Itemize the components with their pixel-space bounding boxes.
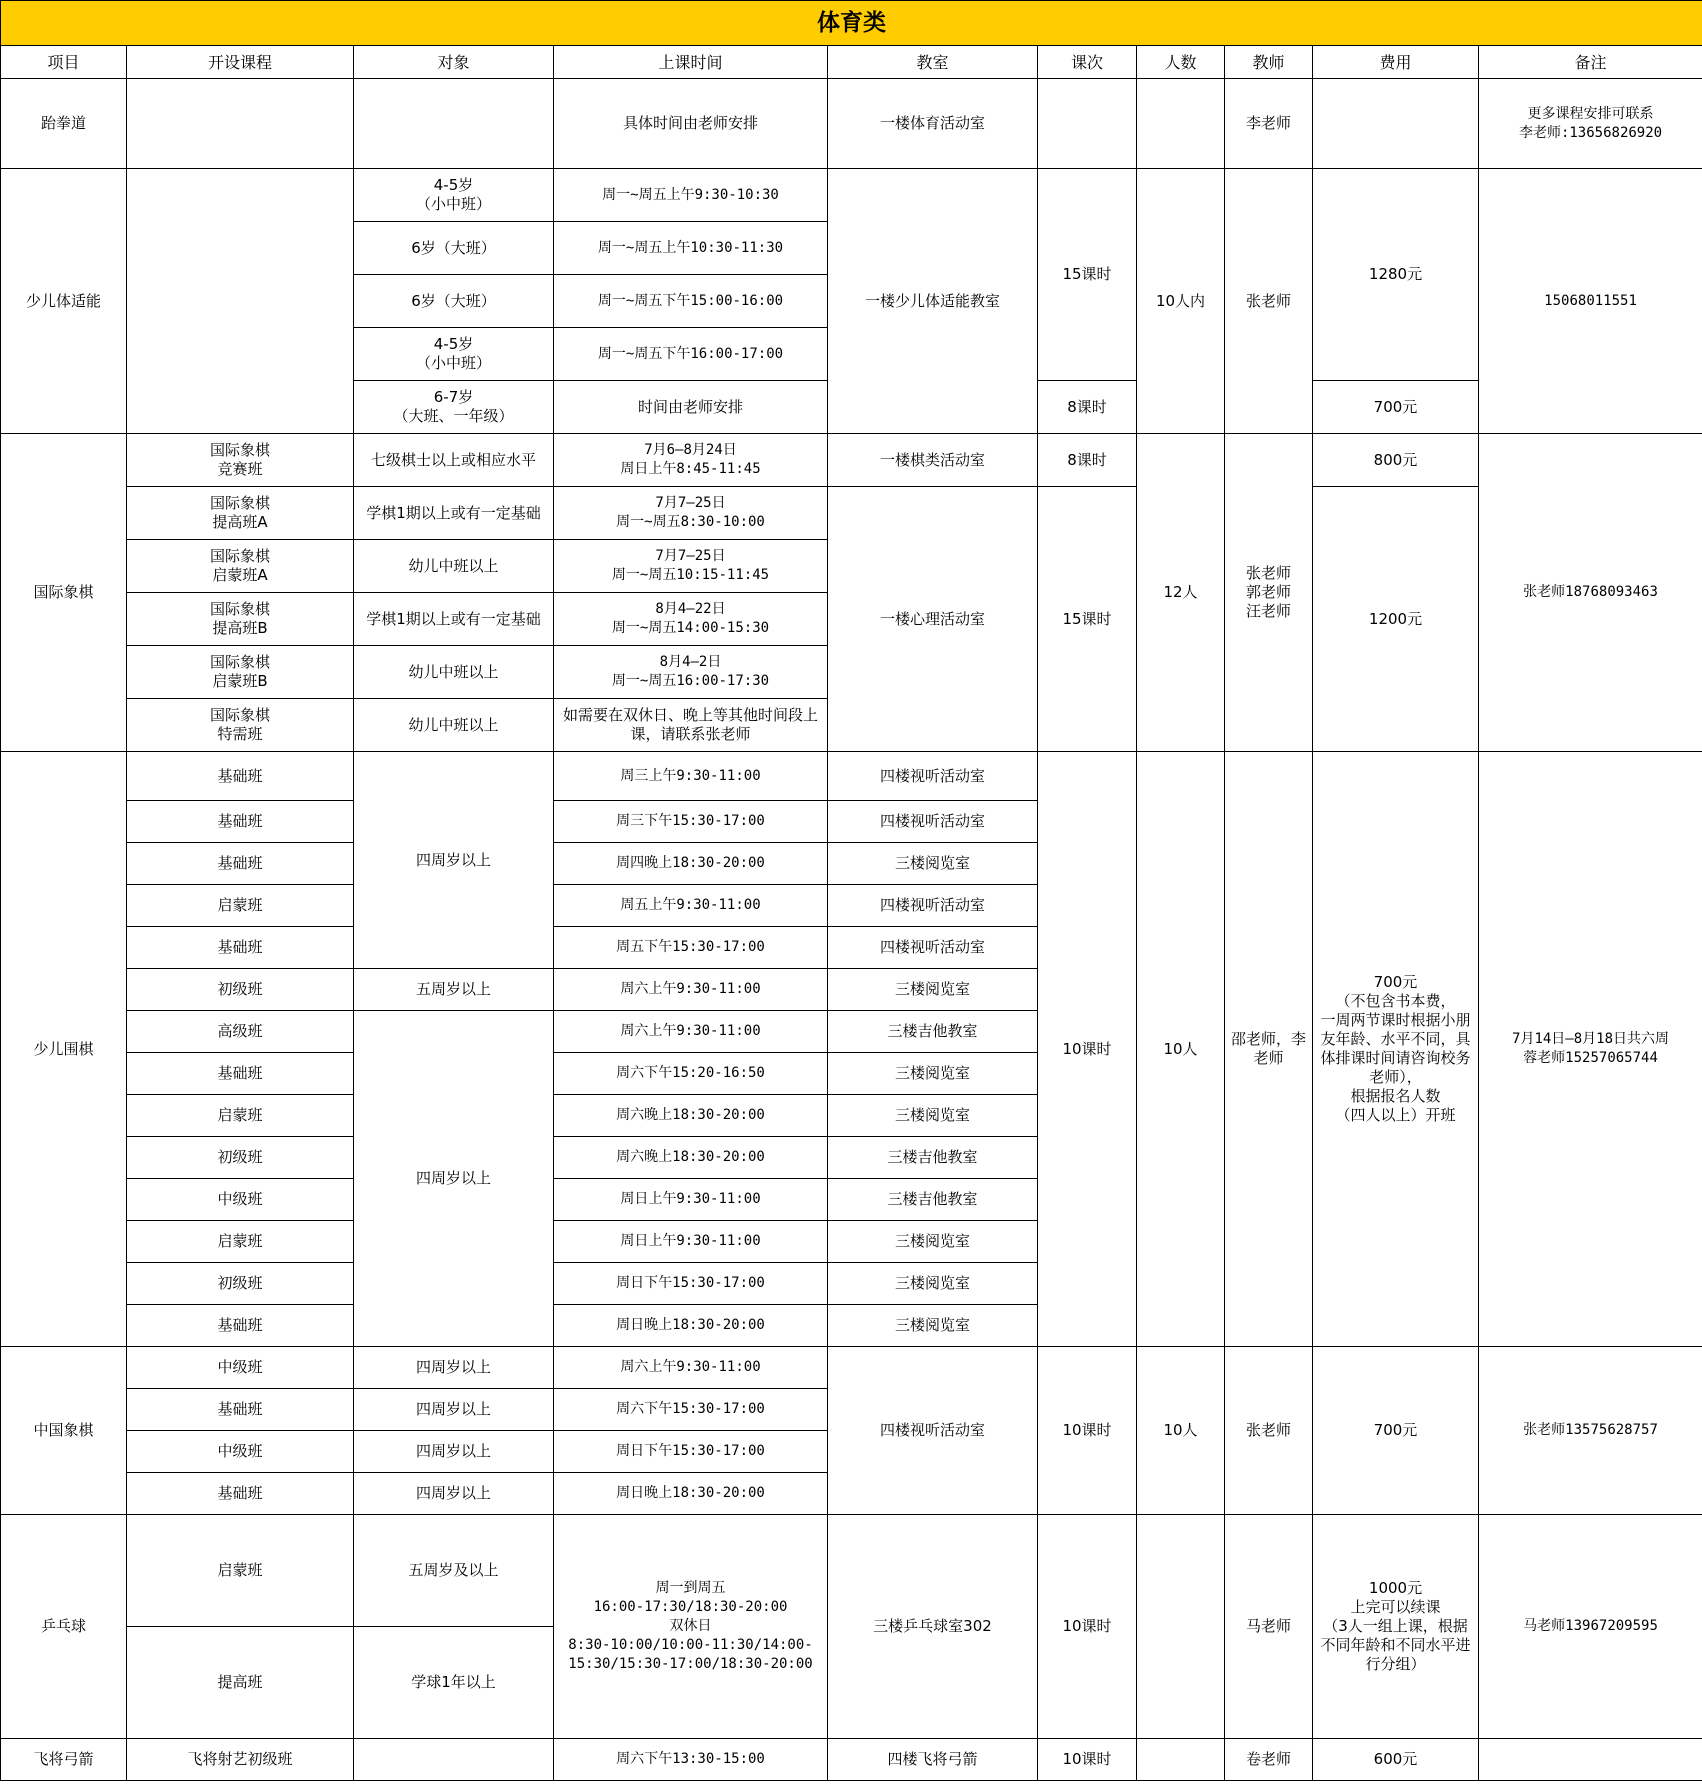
weiqi-room: 三楼阅览室 — [828, 1305, 1038, 1347]
archery-room: 四楼飞将弓箭 — [828, 1739, 1038, 1781]
pingpong-note: 马老师13967209595 — [1479, 1515, 1702, 1739]
chess-target: 幼儿中班以上 — [354, 646, 554, 699]
pingpong-teacher: 马老师 — [1225, 1515, 1313, 1739]
archery-course: 飞将射艺初级班 — [127, 1739, 354, 1781]
archery-project: 飞将弓箭 — [1, 1739, 127, 1781]
weiqi-course: 启蒙班 — [127, 1221, 354, 1263]
chess-course: 国际象棋 提高班A — [127, 487, 354, 540]
weiqi-time: 周六下午15:20-16:50 — [554, 1053, 828, 1095]
header-sessions: 课次 — [1038, 46, 1137, 79]
xiangqi-size: 10人 — [1137, 1347, 1225, 1515]
chess-target: 幼儿中班以上 — [354, 699, 554, 752]
header-target: 对象 — [354, 46, 554, 79]
weiqi-room: 三楼吉他教室 — [828, 1179, 1038, 1221]
fitness-size: 10人内 — [1137, 169, 1225, 434]
weiqi-room: 四楼视听活动室 — [828, 801, 1038, 843]
xiangqi-time: 周六下午15:30-17:00 — [554, 1389, 828, 1431]
weiqi-course: 基础班 — [127, 801, 354, 843]
fitness-row — [1, 169, 1702, 222]
pingpong-target: 五周岁及以上 — [354, 1515, 554, 1627]
chess-note: 张老师18768093463 — [1479, 434, 1702, 752]
taekwondo-fee — [1313, 79, 1479, 169]
weiqi-target-b: 五周岁以上 — [354, 969, 554, 1011]
weiqi-course: 中级班 — [127, 1179, 354, 1221]
weiqi-course: 基础班 — [127, 1305, 354, 1347]
fitness-room: 一楼少儿体适能教室 — [828, 169, 1038, 434]
taekwondo-teacher: 李老师 — [1225, 79, 1313, 169]
pingpong-course: 提高班 — [127, 1627, 354, 1739]
xiangqi-fee: 700元 — [1313, 1347, 1479, 1515]
weiqi-course: 基础班 — [127, 843, 354, 885]
weiqi-time: 周六晚上18:30-20:00 — [554, 1095, 828, 1137]
chess-room-a: 一楼棋类活动室 — [828, 434, 1038, 487]
xiangqi-course: 基础班 — [127, 1473, 354, 1515]
chess-row — [1, 487, 1702, 540]
xiangqi-time: 周日晚上18:30-20:00 — [554, 1473, 828, 1515]
weiqi-time: 周日上午9:30-11:00 — [554, 1221, 828, 1263]
archery-sessions: 10课时 — [1038, 1739, 1137, 1781]
xiangqi-time: 周日下午15:30-17:00 — [554, 1431, 828, 1473]
pingpong-time: 周一到周五 16:00-17:30/18:30-20:00 双休日 8:30-10:00/10:00-11:30/14:00-15:30/15:30-17:00/18:30-20:00 — [554, 1515, 828, 1739]
weiqi-room: 四楼视听活动室 — [828, 885, 1038, 927]
chess-teacher: 张老师 郭老师 汪老师 — [1225, 434, 1313, 752]
weiqi-sessions: 10课时 — [1038, 752, 1137, 1347]
fitness-target: 6-7岁 （大班、一年级） — [354, 381, 554, 434]
archery-time: 周六下午13:30-15:00 — [554, 1739, 828, 1781]
chess-target: 学棋1期以上或有一定基础 — [354, 593, 554, 646]
chess-course: 国际象棋 启蒙班A — [127, 540, 354, 593]
pingpong-target: 学球1年以上 — [354, 1627, 554, 1739]
weiqi-room: 三楼吉他教室 — [828, 1137, 1038, 1179]
weiqi-row — [1, 752, 1702, 801]
weiqi-room: 四楼视听活动室 — [828, 752, 1038, 801]
archery-size — [1137, 1739, 1225, 1781]
weiqi-time: 周五下午15:30-17:00 — [554, 927, 828, 969]
weiqi-room: 三楼阅览室 — [828, 1221, 1038, 1263]
chess-size: 12人 — [1137, 434, 1225, 752]
weiqi-course: 初级班 — [127, 1137, 354, 1179]
taekwondo-time: 具体时间由老师安排 — [554, 79, 828, 169]
weiqi-time: 周五上午9:30-11:00 — [554, 885, 828, 927]
fitness-time: 周一~周五下午16:00-17:00 — [554, 328, 828, 381]
archery-row — [1, 1739, 1702, 1781]
xiangqi-row — [1, 1347, 1702, 1389]
weiqi-teacher: 邵老师，李老师 — [1225, 752, 1313, 1347]
weiqi-course: 基础班 — [127, 927, 354, 969]
header-time: 上课时间 — [554, 46, 828, 79]
pingpong-room: 三楼乒乓球室302 — [828, 1515, 1038, 1739]
weiqi-time: 周日上午9:30-11:00 — [554, 1179, 828, 1221]
archery-note — [1479, 1739, 1702, 1781]
fitness-target: 4-5岁 （小中班） — [354, 169, 554, 222]
xiangqi-target: 四周岁以上 — [354, 1347, 554, 1389]
weiqi-note: 7月14日—8月18日共六周 蓉老师15257065744 — [1479, 752, 1702, 1347]
weiqi-fee: 700元 （不包含书本费， 一周两节课时根据小朋友年龄、水平不同，具体排课时间请咨询校务老师）， 根据报名人数 （四人以上）开班 — [1313, 752, 1479, 1347]
weiqi-course: 初级班 — [127, 969, 354, 1011]
weiqi-time: 周日晚上18:30-20:00 — [554, 1305, 828, 1347]
chess-fee-b: 1200元 — [1313, 487, 1479, 752]
chess-time: 7月7—25日 周一~周五8:30-10:00 — [554, 487, 828, 540]
pingpong-sessions: 10课时 — [1038, 1515, 1137, 1739]
archery-fee: 600元 — [1313, 1739, 1479, 1781]
taekwondo-room: 一楼体育活动室 — [828, 79, 1038, 169]
weiqi-room: 四楼视听活动室 — [828, 927, 1038, 969]
fitness-target: 6岁（大班） — [354, 275, 554, 328]
weiqi-project: 少儿围棋 — [1, 752, 127, 1347]
weiqi-time: 周六上午9:30-11:00 — [554, 969, 828, 1011]
chess-time: 如需要在双休日、晚上等其他时间段上课，请联系张老师 — [554, 699, 828, 752]
weiqi-target-a: 四周岁以上 — [354, 752, 554, 969]
header-note: 备注 — [1479, 46, 1702, 79]
chess-course: 国际象棋 提高班B — [127, 593, 354, 646]
header-teacher: 教师 — [1225, 46, 1313, 79]
chess-time: 8月4—22日 周一~周五14:00-15:30 — [554, 593, 828, 646]
pingpong-size — [1137, 1515, 1225, 1739]
taekwondo-sessions — [1038, 79, 1137, 169]
header-fee: 费用 — [1313, 46, 1479, 79]
chess-target: 学棋1期以上或有一定基础 — [354, 487, 554, 540]
weiqi-target-c: 四周岁以上 — [354, 1011, 554, 1347]
fitness-teacher: 张老师 — [1225, 169, 1313, 434]
weiqi-room: 三楼阅览室 — [828, 1263, 1038, 1305]
weiqi-size: 10人 — [1137, 752, 1225, 1347]
chess-course: 国际象棋 特需班 — [127, 699, 354, 752]
taekwondo-row — [1, 79, 1702, 169]
chess-target: 七级棋士以上或相应水平 — [354, 434, 554, 487]
fitness-target: 4-5岁 （小中班） — [354, 328, 554, 381]
fitness-time: 周一~周五上午10:30-11:30 — [554, 222, 828, 275]
xiangqi-target: 四周岁以上 — [354, 1389, 554, 1431]
xiangqi-room: 四楼视听活动室 — [828, 1347, 1038, 1515]
taekwondo-project: 跆拳道 — [1, 79, 127, 169]
weiqi-course: 基础班 — [127, 752, 354, 801]
taekwondo-size — [1137, 79, 1225, 169]
chess-row — [1, 434, 1702, 487]
fitness-target: 6岁（大班） — [354, 222, 554, 275]
fitness-time: 时间由老师安排 — [554, 381, 828, 434]
weiqi-room: 三楼阅览室 — [828, 1095, 1038, 1137]
chess-time: 7月7—25日 周一~周五10:15-11:45 — [554, 540, 828, 593]
chess-time: 8月4—2日 周一~周五16:00-17:30 — [554, 646, 828, 699]
fitness-sessions-b: 8课时 — [1038, 381, 1137, 434]
pingpong-row — [1, 1515, 1702, 1627]
weiqi-time: 周六上午9:30-11:00 — [554, 1011, 828, 1053]
taekwondo-target — [354, 79, 554, 169]
pingpong-fee: 1000元 上完可以续课 （3人一组上课，根据不同年龄和不同水平进行分组） — [1313, 1515, 1479, 1739]
xiangqi-project: 中国象棋 — [1, 1347, 127, 1515]
taekwondo-note: 更多课程安排可联系 李老师:13656826920 — [1479, 79, 1702, 169]
chess-course: 国际象棋 启蒙班B — [127, 646, 354, 699]
header-course: 开设课程 — [127, 46, 354, 79]
weiqi-room: 三楼阅览室 — [828, 1053, 1038, 1095]
weiqi-time: 周四晚上18:30-20:00 — [554, 843, 828, 885]
weiqi-time: 周三下午15:30-17:00 — [554, 801, 828, 843]
fitness-fee-a: 1280元 — [1313, 169, 1479, 381]
xiangqi-note: 张老师13575628757 — [1479, 1347, 1702, 1515]
fitness-note: 15068011551 — [1479, 169, 1702, 434]
xiangqi-course: 中级班 — [127, 1431, 354, 1473]
chess-course: 国际象棋 竞赛班 — [127, 434, 354, 487]
weiqi-time: 周三上午9:30-11:00 — [554, 752, 828, 801]
fitness-time: 周一~周五下午15:00-16:00 — [554, 275, 828, 328]
weiqi-course: 高级班 — [127, 1011, 354, 1053]
taekwondo-course — [127, 79, 354, 169]
archery-teacher: 卷老师 — [1225, 1739, 1313, 1781]
chess-project: 国际象棋 — [1, 434, 127, 752]
weiqi-room: 三楼吉他教室 — [828, 1011, 1038, 1053]
weiqi-course: 初级班 — [127, 1263, 354, 1305]
fitness-fee-b: 700元 — [1313, 381, 1479, 434]
xiangqi-time: 周六上午9:30-11:00 — [554, 1347, 828, 1389]
fitness-time: 周一~周五上午9:30-10:30 — [554, 169, 828, 222]
xiangqi-sessions: 10课时 — [1038, 1347, 1137, 1515]
xiangqi-target: 四周岁以上 — [354, 1431, 554, 1473]
weiqi-course: 基础班 — [127, 1053, 354, 1095]
archery-target — [354, 1739, 554, 1781]
xiangqi-target: 四周岁以上 — [354, 1473, 554, 1515]
chess-time: 7月6—8月24日 周日上午8:45-11:45 — [554, 434, 828, 487]
chess-sessions-a: 8课时 — [1038, 434, 1137, 487]
weiqi-course: 启蒙班 — [127, 1095, 354, 1137]
header-project: 项目 — [1, 46, 127, 79]
weiqi-time: 周六晚上18:30-20:00 — [554, 1137, 828, 1179]
weiqi-time: 周日下午15:30-17:00 — [554, 1263, 828, 1305]
pingpong-course: 启蒙班 — [127, 1515, 354, 1627]
xiangqi-course: 中级班 — [127, 1347, 354, 1389]
weiqi-room: 三楼阅览室 — [828, 843, 1038, 885]
xiangqi-teacher: 张老师 — [1225, 1347, 1313, 1515]
chess-fee-a: 800元 — [1313, 434, 1479, 487]
weiqi-course: 启蒙班 — [127, 885, 354, 927]
chess-room-b: 一楼心理活动室 — [828, 487, 1038, 752]
xiangqi-course: 基础班 — [127, 1389, 354, 1431]
pingpong-project: 乒乓球 — [1, 1515, 127, 1739]
fitness-sessions-a: 15课时 — [1038, 169, 1137, 381]
header-size: 人数 — [1137, 46, 1225, 79]
page-title: 体育类 — [1, 1, 1702, 46]
header-room: 教室 — [828, 46, 1038, 79]
weiqi-room: 三楼阅览室 — [828, 969, 1038, 1011]
chess-target: 幼儿中班以上 — [354, 540, 554, 593]
chess-sessions-b: 15课时 — [1038, 487, 1137, 752]
fitness-project: 少儿体适能 — [1, 169, 127, 434]
fitness-course — [127, 169, 354, 434]
